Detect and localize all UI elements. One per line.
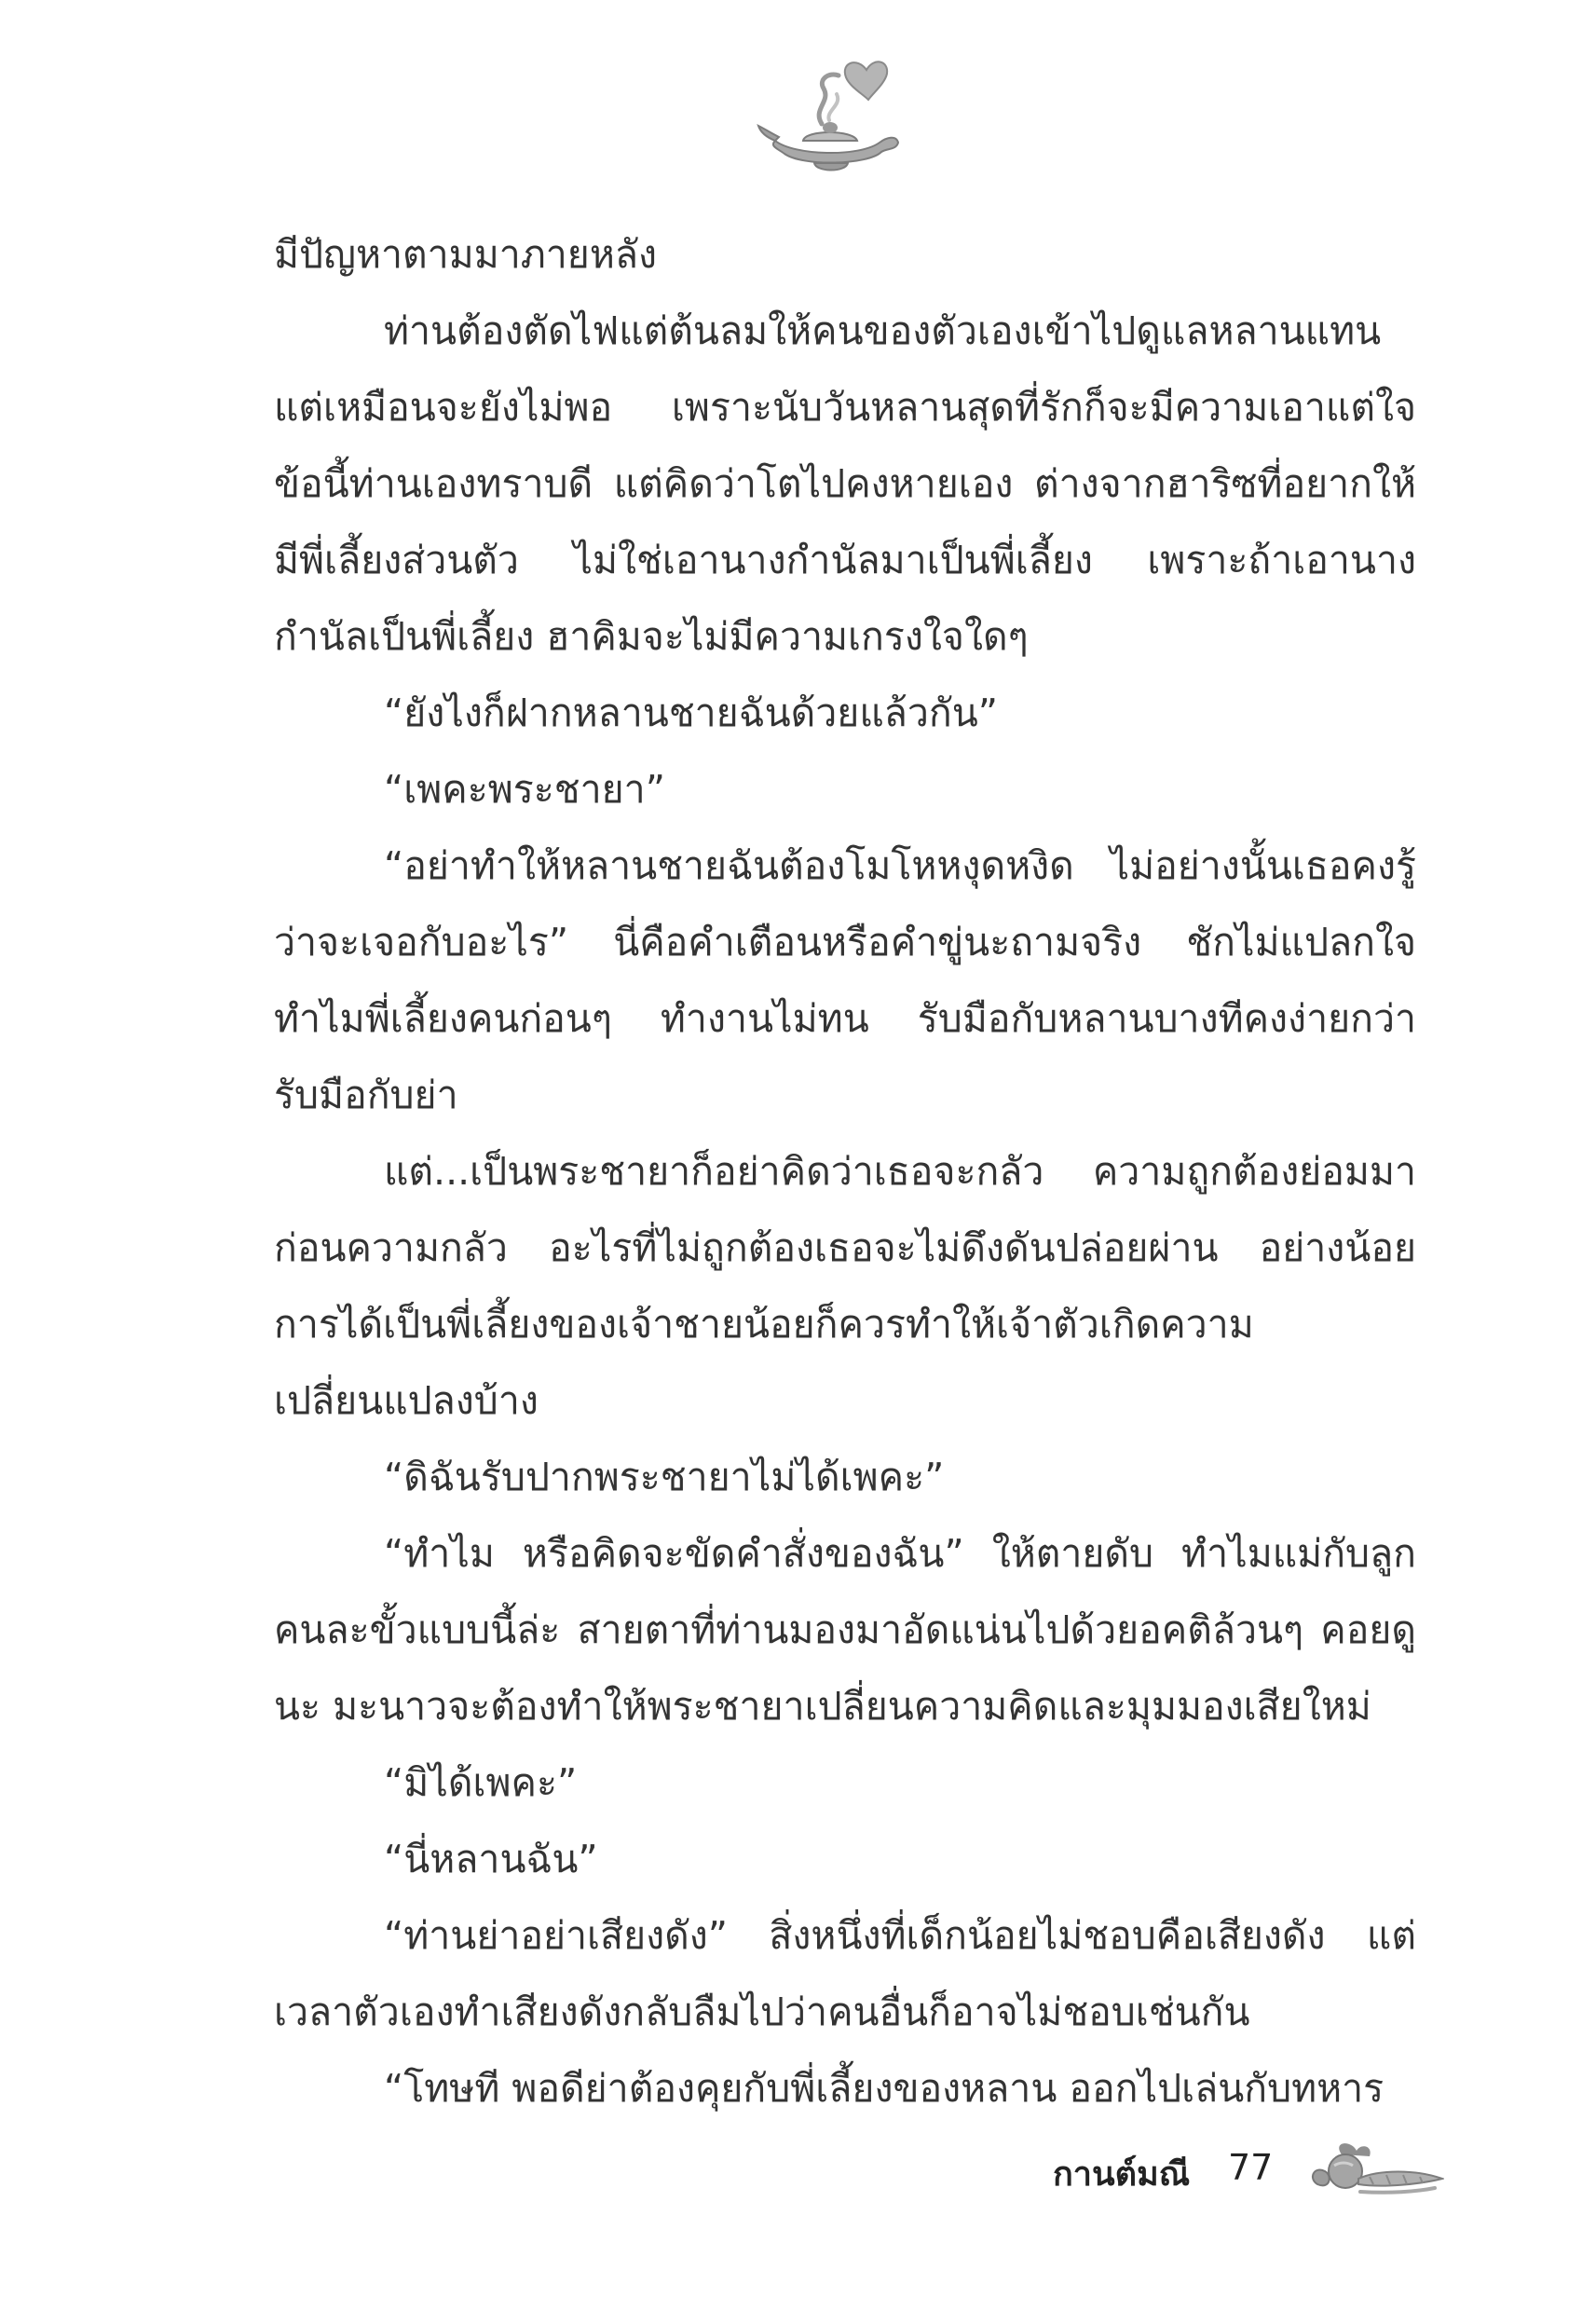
paragraph-1: มีปัญหาตามมาภายหลัง: [274, 232, 658, 277]
paragraph-9: “มิได้เพคะ”: [384, 1760, 578, 1805]
paragraph-6: แต่...เป็นพระชายาก็อย่าคิดว่าเธอจะกลัว ความถูกต้องย่อมมาก่อนความกลัว อะไรที่ไม่ถูกต้องเธอจะไม่ดึงดันปล่อยผ่าน อย่างน้อยการได้เป็นพี่เลี้ยงของเจ้าชายน้อยก็ควรทำให้เจ้าตัวเกิดความเปลี่ยนแปลงบ้าง: [274, 1149, 1416, 1423]
chapter-body-text: [274, 216, 1416, 2126]
book-title: กานต์มณี: [1053, 2155, 1191, 2194]
paragraph-11: “ท่านย่าอย่าเสียงดัง” สิ่งหนึ่งที่เด็กน้อยไม่ชอบคือเสียงดัง แต่เวลาตัวเองทำเสียงดังกลับลืมไปว่าคนอื่นก็อาจไม่ชอบเช่นกัน: [274, 1913, 1416, 2034]
paragraph-7: “ดิฉันรับปากพระชายาไม่ได้เพคะ”: [384, 1455, 945, 1499]
page-number: 77: [1228, 2147, 1274, 2188]
paragraph-5: “อย่าทำให้หลานชายฉันต้องโมโหหงุดหงิด ไม่อย่างนั้นเธอคงรู้ว่าจะเจอกับอะไร” นี่คือคำเตือนหรือคำขู่นะถามจริง ชักไม่แปลกใจ ทำไมพี่เลี้ยงคนก่อนๆ ทำงานไม่ทน รับมือกับหลานบางทีคงง่ายกว่ารับมือกับย่า: [274, 843, 1416, 1117]
paragraph-4: “เพคะพระชายา”: [384, 767, 665, 812]
vegetables-icon: [1304, 2138, 1444, 2203]
paragraph-10: “นี่หลานฉัน”: [384, 1837, 598, 1881]
paragraph-2: ท่านต้องตัดไฟแต่ต้นลมให้คนของตัวเองเข้าไปดูแลหลานแทน แต่เหมือนจะยังไม่พอ เพราะนับวันหลานสุดที่รักก็จะมีความเอาแต่ใจ ข้อนี้ท่านเองทราบดี แต่คิดว่าโตไปคงหายเอง ต่างจากฮาริซที่อยากให้มีพี่เลี้ยงส่วนตัว ไม่ใช่เอานางกำนัลมาเป็นพี่เลี้ยง เพราะถ้าเอานางกำนัลเป็นพี่เลี้ยง ฮาคิมจะไม่มีความเกรงใจใดๆ: [274, 308, 1416, 659]
page-footer: [1053, 2132, 1444, 2216]
paragraph-8: “ทำไม หรือคิดจะขัดคำสั่งของฉัน” ให้ตายดับ ทำไมแม่กับลูกคนละขั้วแบบนี้ล่ะ สายตาที่ท่านมองมาอัดแน่นไปด้วยอคติล้วนๆ คอยดูนะ มะนาวจะต้องทำให้พระชายาเปลี่ยนความคิดและมุมมองเสียใหม่: [274, 1531, 1416, 1729]
paragraph-3: “ยังไงก็ฝากหลานชายฉันด้วยแล้วกัน”: [384, 691, 998, 735]
paragraph-12: “โทษที พอดีย่าต้องคุยกับพี่เลี้ยงของหลาน ออกไปเล่นกับทหาร: [384, 2066, 1385, 2111]
genie-lamp-with-heart-icon: [757, 51, 906, 182]
